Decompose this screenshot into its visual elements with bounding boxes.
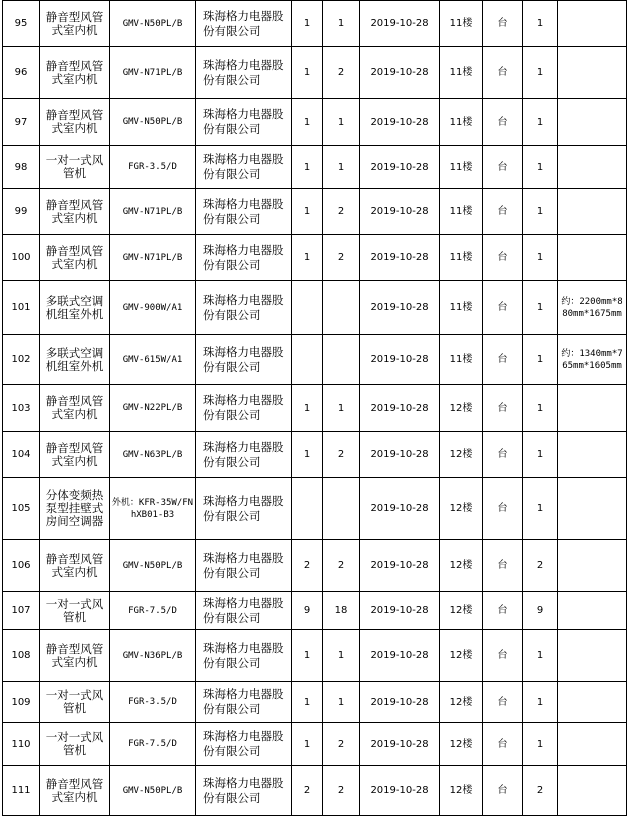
- manufacturer-cell: 珠海格力电器股份有限公司: [196, 281, 292, 335]
- quantity-cell: 1: [523, 478, 558, 540]
- unit-cell: 台: [483, 99, 523, 146]
- equipment-table: [2, 0, 627, 816]
- table-row: [3, 630, 627, 682]
- remark-cell: [558, 478, 627, 540]
- model-number-cell: GMV-N22PL/B: [110, 385, 196, 432]
- model-number-cell: GMV-615W/A1: [110, 335, 196, 385]
- unit-cell: 台: [483, 540, 523, 592]
- table-row: [3, 189, 627, 235]
- date-cell: 2019-10-28: [360, 189, 440, 235]
- floor-cell: 11楼: [440, 47, 483, 99]
- row-number-cell: 98: [3, 146, 40, 189]
- model-number-cell: GMV-900W/A1: [110, 281, 196, 335]
- remark-cell: [558, 723, 627, 766]
- quantity-a-cell: [292, 478, 323, 540]
- manufacturer-cell: 珠海格力电器股份有限公司: [196, 766, 292, 816]
- row-number-cell: 99: [3, 189, 40, 235]
- equipment-name-cell: 一对一式风管机: [40, 592, 110, 630]
- quantity-cell: 1: [523, 189, 558, 235]
- row-number-cell: 103: [3, 385, 40, 432]
- table-row: [3, 47, 627, 99]
- equipment-name-cell: 静音型风管式室内机: [40, 630, 110, 682]
- quantity-b-cell: 1: [323, 682, 360, 723]
- remark-cell: 约：2200mm*880mm*1675mm: [558, 281, 627, 335]
- quantity-cell: 1: [523, 682, 558, 723]
- model-number-cell: GMV-N36PL/B: [110, 630, 196, 682]
- date-cell: 2019-10-28: [360, 146, 440, 189]
- row-number-cell: 102: [3, 335, 40, 385]
- date-cell: 2019-10-28: [360, 47, 440, 99]
- unit-cell: 台: [483, 630, 523, 682]
- row-number-cell: 106: [3, 540, 40, 592]
- quantity-b-cell: [323, 281, 360, 335]
- quantity-b-cell: 1: [323, 1, 360, 47]
- equipment-name-cell: 一对一式风管机: [40, 723, 110, 766]
- unit-cell: 台: [483, 592, 523, 630]
- table-row: [3, 682, 627, 723]
- model-number-cell: GMV-N50PL/B: [110, 540, 196, 592]
- manufacturer-cell: 珠海格力电器股份有限公司: [196, 432, 292, 478]
- equipment-name-cell: 静音型风管式室内机: [40, 432, 110, 478]
- quantity-cell: 1: [523, 335, 558, 385]
- quantity-a-cell: 1: [292, 1, 323, 47]
- quantity-a-cell: 2: [292, 540, 323, 592]
- unit-cell: 台: [483, 335, 523, 385]
- quantity-b-cell: 2: [323, 189, 360, 235]
- floor-cell: 11楼: [440, 146, 483, 189]
- floor-cell: 12楼: [440, 540, 483, 592]
- remark-cell: [558, 766, 627, 816]
- table-row: [3, 723, 627, 766]
- quantity-a-cell: 1: [292, 385, 323, 432]
- date-cell: 2019-10-28: [360, 385, 440, 432]
- model-number-cell: GMV-N50PL/B: [110, 766, 196, 816]
- manufacturer-cell: 珠海格力电器股份有限公司: [196, 235, 292, 281]
- manufacturer-cell: 珠海格力电器股份有限公司: [196, 189, 292, 235]
- manufacturer-cell: 珠海格力电器股份有限公司: [196, 1, 292, 47]
- manufacturer-cell: 珠海格力电器股份有限公司: [196, 723, 292, 766]
- table-row: [3, 99, 627, 146]
- unit-cell: 台: [483, 432, 523, 478]
- quantity-cell: 1: [523, 99, 558, 146]
- equipment-name-cell: 静音型风管式室内机: [40, 189, 110, 235]
- table-row: [3, 281, 627, 335]
- floor-cell: 11楼: [440, 281, 483, 335]
- quantity-a-cell: [292, 281, 323, 335]
- quantity-cell: 1: [523, 146, 558, 189]
- equipment-name-cell: 静音型风管式室内机: [40, 766, 110, 816]
- model-number-cell: GMV-N50PL/B: [110, 1, 196, 47]
- model-number-cell: FGR-7.5/D: [110, 723, 196, 766]
- quantity-cell: 1: [523, 723, 558, 766]
- table-row: [3, 432, 627, 478]
- floor-cell: 12楼: [440, 432, 483, 478]
- manufacturer-cell: 珠海格力电器股份有限公司: [196, 592, 292, 630]
- row-number-cell: 107: [3, 592, 40, 630]
- row-number-cell: 104: [3, 432, 40, 478]
- quantity-cell: 1: [523, 47, 558, 99]
- equipment-name-cell: 一对一式风管机: [40, 146, 110, 189]
- row-number-cell: 105: [3, 478, 40, 540]
- model-number-cell: FGR-3.5/D: [110, 146, 196, 189]
- quantity-cell: 9: [523, 592, 558, 630]
- quantity-b-cell: 2: [323, 432, 360, 478]
- quantity-a-cell: 1: [292, 99, 323, 146]
- quantity-b-cell: 2: [323, 540, 360, 592]
- quantity-cell: 1: [523, 432, 558, 478]
- remark-cell: [558, 385, 627, 432]
- remark-cell: [558, 1, 627, 47]
- unit-cell: 台: [483, 723, 523, 766]
- manufacturer-cell: 珠海格力电器股份有限公司: [196, 478, 292, 540]
- manufacturer-cell: 珠海格力电器股份有限公司: [196, 385, 292, 432]
- floor-cell: 11楼: [440, 1, 483, 47]
- floor-cell: 11楼: [440, 335, 483, 385]
- table-row: [3, 235, 627, 281]
- manufacturer-cell: 珠海格力电器股份有限公司: [196, 99, 292, 146]
- row-number-cell: 95: [3, 1, 40, 47]
- quantity-b-cell: 1: [323, 385, 360, 432]
- table-row: [3, 592, 627, 630]
- equipment-name-cell: 静音型风管式室内机: [40, 540, 110, 592]
- remark-cell: [558, 592, 627, 630]
- equipment-name-cell: 静音型风管式室内机: [40, 99, 110, 146]
- manufacturer-cell: 珠海格力电器股份有限公司: [196, 335, 292, 385]
- quantity-b-cell: 2: [323, 723, 360, 766]
- manufacturer-cell: 珠海格力电器股份有限公司: [196, 630, 292, 682]
- table-row: [3, 335, 627, 385]
- quantity-a-cell: 2: [292, 766, 323, 816]
- remark-cell: 约：1340mm*765mm*1605mm: [558, 335, 627, 385]
- quantity-b-cell: 1: [323, 99, 360, 146]
- date-cell: 2019-10-28: [360, 592, 440, 630]
- table-row: [3, 146, 627, 189]
- quantity-cell: 2: [523, 540, 558, 592]
- model-number-cell: 外机：KFR-35W/FNhXB01-B3: [110, 478, 196, 540]
- date-cell: 2019-10-28: [360, 99, 440, 146]
- manufacturer-cell: 珠海格力电器股份有限公司: [196, 682, 292, 723]
- equipment-name-cell: 静音型风管式室内机: [40, 1, 110, 47]
- quantity-cell: 1: [523, 1, 558, 47]
- table-body: [3, 1, 627, 816]
- manufacturer-cell: 珠海格力电器股份有限公司: [196, 47, 292, 99]
- row-number-cell: 101: [3, 281, 40, 335]
- date-cell: 2019-10-28: [360, 478, 440, 540]
- quantity-a-cell: 1: [292, 189, 323, 235]
- floor-cell: 12楼: [440, 630, 483, 682]
- quantity-b-cell: 2: [323, 766, 360, 816]
- unit-cell: 台: [483, 478, 523, 540]
- quantity-b-cell: 18: [323, 592, 360, 630]
- row-number-cell: 100: [3, 235, 40, 281]
- equipment-name-cell: 静音型风管式室内机: [40, 47, 110, 99]
- model-number-cell: FGR-3.5/D: [110, 682, 196, 723]
- date-cell: 2019-10-28: [360, 235, 440, 281]
- remark-cell: [558, 99, 627, 146]
- quantity-a-cell: 9: [292, 592, 323, 630]
- unit-cell: 台: [483, 766, 523, 816]
- date-cell: 2019-10-28: [360, 281, 440, 335]
- date-cell: 2019-10-28: [360, 1, 440, 47]
- quantity-cell: 1: [523, 235, 558, 281]
- floor-cell: 12楼: [440, 478, 483, 540]
- quantity-a-cell: 1: [292, 235, 323, 281]
- row-number-cell: 108: [3, 630, 40, 682]
- date-cell: 2019-10-28: [360, 682, 440, 723]
- row-number-cell: 96: [3, 47, 40, 99]
- equipment-name-cell: 静音型风管式室内机: [40, 385, 110, 432]
- manufacturer-cell: 珠海格力电器股份有限公司: [196, 146, 292, 189]
- unit-cell: 台: [483, 189, 523, 235]
- floor-cell: 12楼: [440, 592, 483, 630]
- model-number-cell: GMV-N63PL/B: [110, 432, 196, 478]
- manufacturer-cell: 珠海格力电器股份有限公司: [196, 540, 292, 592]
- remark-cell: [558, 235, 627, 281]
- quantity-a-cell: 1: [292, 682, 323, 723]
- remark-cell: [558, 540, 627, 592]
- quantity-a-cell: [292, 335, 323, 385]
- quantity-cell: 1: [523, 630, 558, 682]
- unit-cell: 台: [483, 281, 523, 335]
- unit-cell: 台: [483, 385, 523, 432]
- quantity-cell: 1: [523, 281, 558, 335]
- date-cell: 2019-10-28: [360, 630, 440, 682]
- unit-cell: 台: [483, 146, 523, 189]
- quantity-b-cell: [323, 335, 360, 385]
- row-number-cell: 110: [3, 723, 40, 766]
- remark-cell: [558, 47, 627, 99]
- quantity-a-cell: 1: [292, 47, 323, 99]
- remark-cell: [558, 432, 627, 478]
- model-number-cell: FGR-7.5/D: [110, 592, 196, 630]
- equipment-name-cell: 分体变频热泵型挂壁式房间空调器: [40, 478, 110, 540]
- floor-cell: 11楼: [440, 99, 483, 146]
- quantity-b-cell: 2: [323, 47, 360, 99]
- table-row: [3, 385, 627, 432]
- table-row: [3, 766, 627, 816]
- quantity-a-cell: 1: [292, 630, 323, 682]
- equipment-name-cell: 一对一式风管机: [40, 682, 110, 723]
- floor-cell: 11楼: [440, 189, 483, 235]
- unit-cell: 台: [483, 1, 523, 47]
- model-number-cell: GMV-N71PL/B: [110, 235, 196, 281]
- table-row: [3, 1, 627, 47]
- row-number-cell: 97: [3, 99, 40, 146]
- quantity-cell: 1: [523, 385, 558, 432]
- date-cell: 2019-10-28: [360, 766, 440, 816]
- date-cell: 2019-10-28: [360, 723, 440, 766]
- table-row: [3, 540, 627, 592]
- quantity-b-cell: 2: [323, 235, 360, 281]
- floor-cell: 12楼: [440, 766, 483, 816]
- floor-cell: 12楼: [440, 682, 483, 723]
- floor-cell: 12楼: [440, 385, 483, 432]
- equipment-name-cell: 多联式空调机组室外机: [40, 281, 110, 335]
- quantity-b-cell: 1: [323, 146, 360, 189]
- date-cell: 2019-10-28: [360, 540, 440, 592]
- unit-cell: 台: [483, 235, 523, 281]
- quantity-a-cell: 1: [292, 723, 323, 766]
- equipment-name-cell: 多联式空调机组室外机: [40, 335, 110, 385]
- model-number-cell: GMV-N71PL/B: [110, 189, 196, 235]
- floor-cell: 11楼: [440, 235, 483, 281]
- date-cell: 2019-10-28: [360, 432, 440, 478]
- quantity-a-cell: 1: [292, 432, 323, 478]
- model-number-cell: GMV-N71PL/B: [110, 47, 196, 99]
- unit-cell: 台: [483, 47, 523, 99]
- model-number-cell: GMV-N50PL/B: [110, 99, 196, 146]
- remark-cell: [558, 146, 627, 189]
- date-cell: 2019-10-28: [360, 335, 440, 385]
- quantity-cell: 2: [523, 766, 558, 816]
- remark-cell: [558, 682, 627, 723]
- quantity-b-cell: 1: [323, 630, 360, 682]
- remark-cell: [558, 630, 627, 682]
- quantity-a-cell: 1: [292, 146, 323, 189]
- quantity-b-cell: [323, 478, 360, 540]
- equipment-name-cell: 静音型风管式室内机: [40, 235, 110, 281]
- row-number-cell: 109: [3, 682, 40, 723]
- floor-cell: 12楼: [440, 723, 483, 766]
- table-row: [3, 478, 627, 540]
- remark-cell: [558, 189, 627, 235]
- unit-cell: 台: [483, 682, 523, 723]
- row-number-cell: 111: [3, 766, 40, 816]
